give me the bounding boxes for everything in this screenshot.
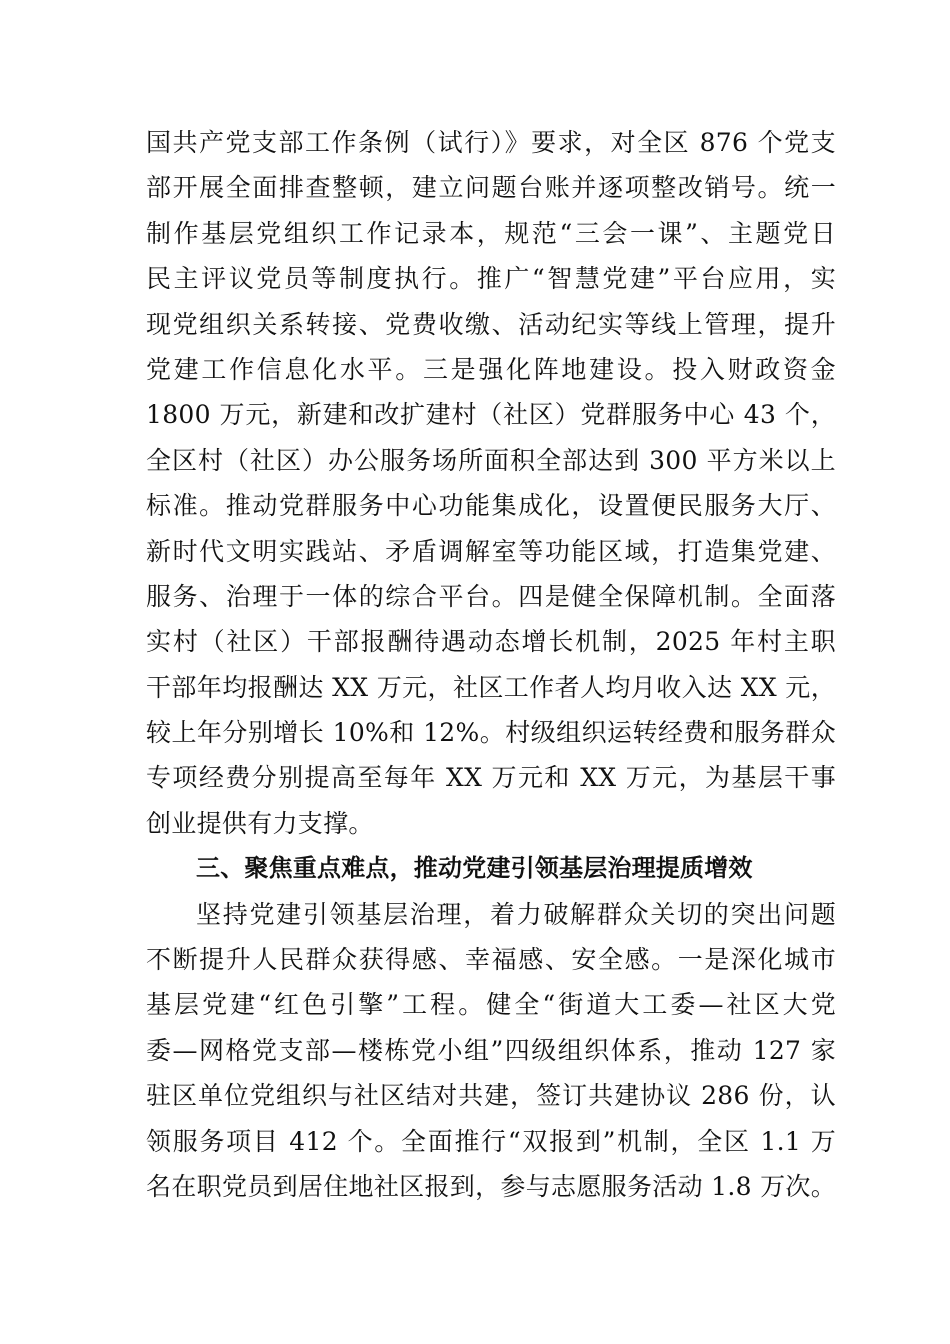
paragraph-line: 驻区单位党组织与社区结对共建，签订共建协议 286 份，认 [146,1081,836,1111]
document-body [146,120,836,1209]
paragraph-line: 委—网格党支部—楼栋党小组”四级组织体系，推动 127 家 [146,1035,836,1065]
paragraph-line: 较上年分别增长 10%和 12%。村级组织运转经费和服务群众 [146,718,836,748]
section-heading-3: 三、聚焦重点难点，推动党建引领基层治理提质增效 [196,854,753,883]
paragraph-line: 1800 万元，新建和改扩建村（社区）党群服务中心 43 个， [146,400,836,430]
paragraph-line: 标准。推动党群服务中心功能集成化，设置便民服务大厅、 [146,491,836,521]
paragraph-line: 基层党建“红色引擎”工程。健全“街道大工委—社区大党 [146,990,836,1020]
paragraph-2 [146,892,836,1210]
paragraph-line: 部开展全面排查整顿，建立问题台账并逐项整改销号。统一 [146,173,836,203]
paragraph-line: 国共产党支部工作条例（试行）》要求，对全区 876 个党支 [146,128,836,157]
paragraph-line: 专项经费分别提高至每年 XX 万元和 XX 万元，为基层干事 [146,763,836,793]
paragraph-line: 党建工作信息化水平。三是强化阵地建设。投入财政资金 [146,354,836,384]
paragraph-line: 实村（社区）干部报酬待遇动态增长机制，2025 年村主职 [146,627,836,657]
paragraph-line: 新时代文明实践站、矛盾调解室等功能区域，打造集党建、 [146,536,836,566]
paragraph-line: 名在职党员到居住地社区报到，参与志愿服务活动 1.8 万次。 [146,1171,836,1201]
paragraph-line: 干部年均报酬达 XX 万元，社区工作者人均月收入达 XX 元， [146,672,836,702]
paragraph-line: 创业提供有力支撑。 [146,808,374,838]
paragraph-line: 制作基层党组织工作记录本，规范“三会一课”、主题党日 [146,218,836,248]
paragraph-line: 服务、治理于一体的综合平台。四是健全保障机制。全面落 [146,581,836,611]
paragraph-line: 领服务项目 412 个。全面推行“双报到”机制，全区 1.1 万 [146,1126,836,1156]
paragraph-1 [146,120,836,846]
paragraph-line: 坚持党建引领基层治理，着力破解群众关切的突出问题 [196,899,836,929]
paragraph-line: 民主评议党员等制度执行。推广“智慧党建”平台应用，实 [146,264,836,294]
paragraph-line: 现党组织关系转接、党费收缴、活动纪实等线上管理，提升 [146,309,836,339]
paragraph-line: 全区村（社区）办公服务场所面积全部达到 300 平方米以上 [146,445,836,475]
paragraph-line: 不断提升人民群众获得感、幸福感、安全感。一是深化城市 [146,945,836,975]
